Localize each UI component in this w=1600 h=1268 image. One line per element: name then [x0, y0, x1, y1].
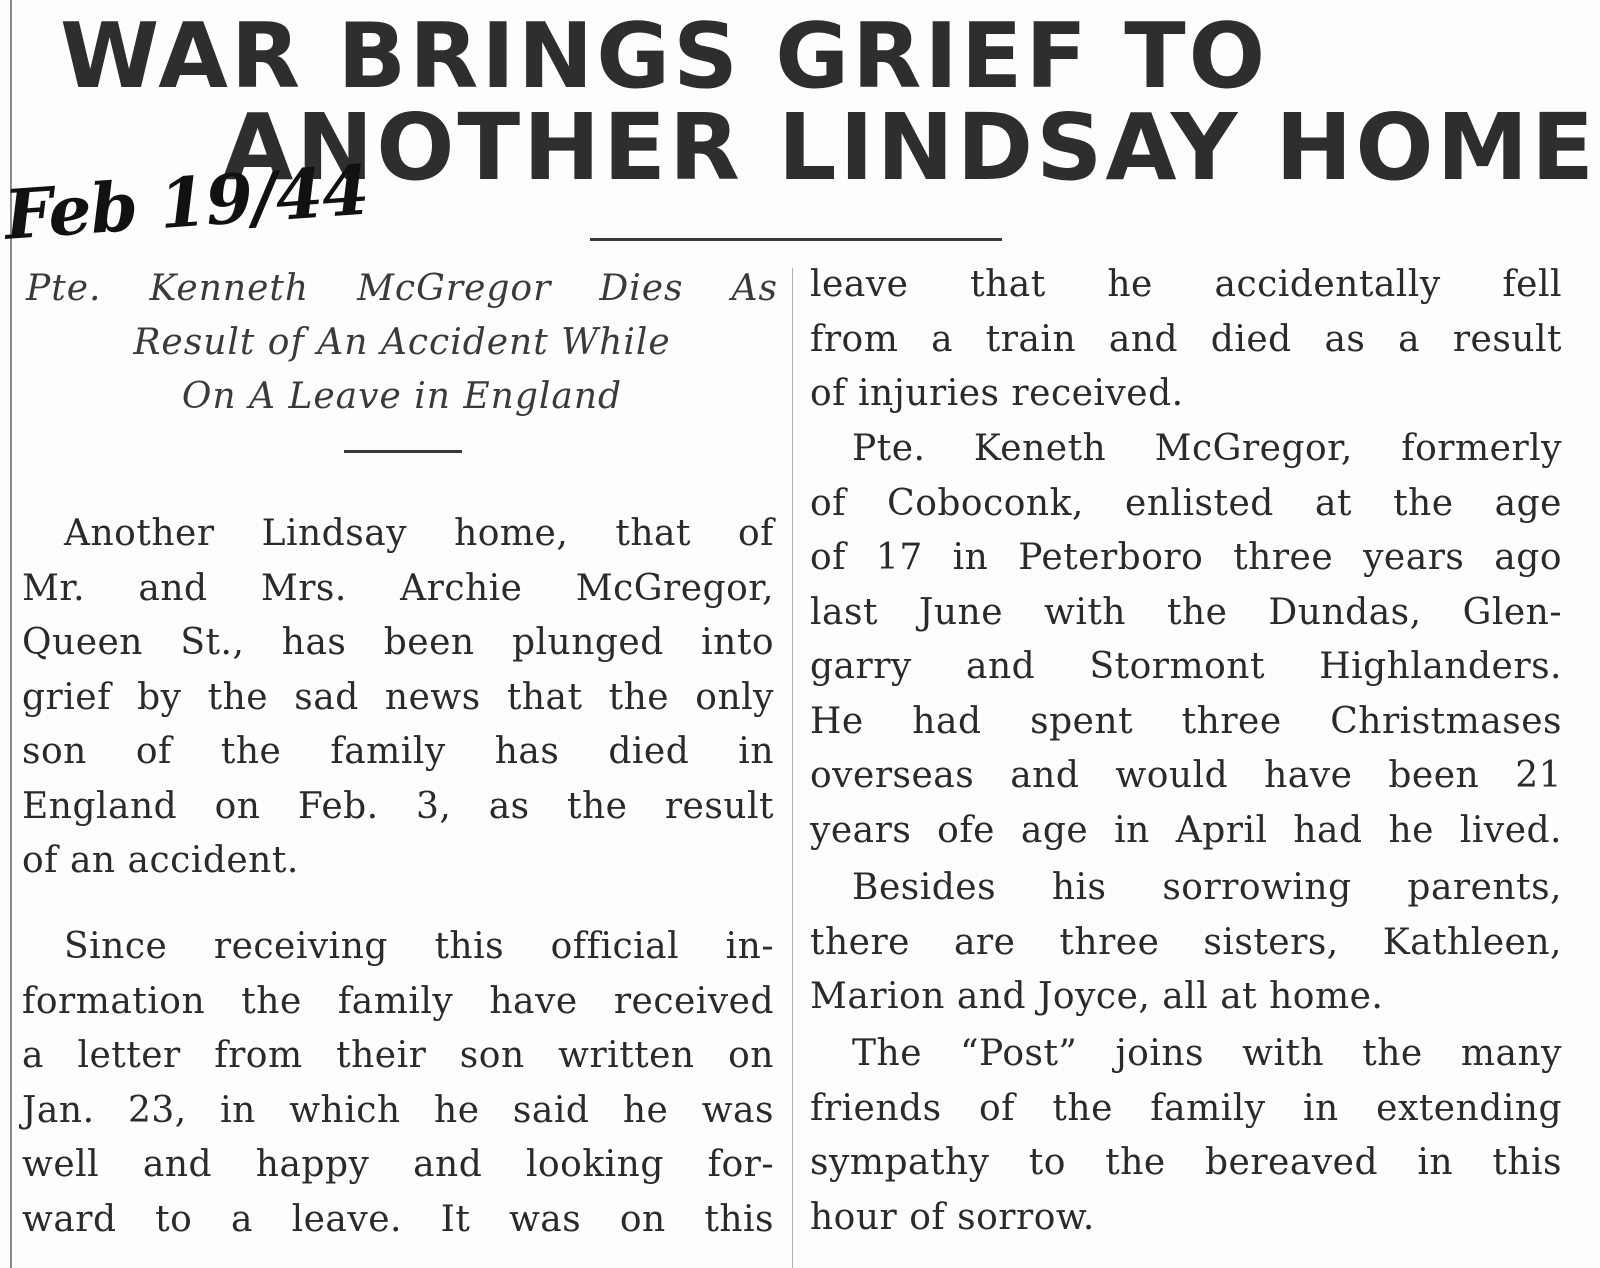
text-line: son of the family has died in: [22, 731, 774, 772]
right-column-paragraph-3: [810, 422, 1562, 858]
text-line: grief by the sad news that the only: [22, 676, 774, 718]
subheading: [26, 262, 778, 424]
text-line: of Coboconk, enlisted at the age: [810, 482, 1562, 524]
column-divider: [792, 268, 793, 1268]
headline-line-1: WAR BRINGS GRIEF TO: [60, 4, 1269, 109]
text-line: of an accident.: [22, 840, 299, 881]
headline-line-2: ANOTHER LINDSAY HOME: [222, 94, 1597, 201]
subheading-divider: [344, 450, 462, 453]
text-line: years ofe age in April had he lived.: [810, 809, 1562, 851]
left-column-paragraph-1: [22, 507, 774, 889]
right-column-paragraph-4: [810, 861, 1562, 1025]
text-line: formation the family have received: [22, 980, 774, 1022]
left-column-paragraph-2: [22, 920, 774, 1247]
text-line: Marion and Joyce, all at home.: [810, 976, 1384, 1017]
text-line: from a train and died as a result: [810, 318, 1562, 360]
text-line: Pte. Keneth McGregor, formerly: [852, 428, 1562, 469]
text-line: England on Feb. 3, as the result: [22, 785, 774, 827]
text-line: last June with the Dundas, Glen-: [810, 591, 1562, 633]
text-line: friends of the family in extending: [810, 1087, 1562, 1129]
text-line: Since receiving this official in-: [64, 926, 774, 967]
text-line: well and happy and looking for-: [22, 1144, 774, 1185]
text-line: He had spent three Christmases: [810, 700, 1562, 742]
text-line: The “Post” joins with the many: [852, 1033, 1562, 1074]
text-line: hour of sorrow.: [810, 1196, 1095, 1238]
handwritten-date: Feb 19/44: [2, 150, 371, 256]
right-column-paragraph-5: [810, 1027, 1562, 1245]
text-line: ward to a leave. It was on this: [22, 1198, 774, 1240]
text-line: Mr. and Mrs. Archie McGregor,: [22, 567, 774, 609]
text-line: Another Lindsay home, that of: [64, 513, 774, 554]
subheading-line: Pte. Kenneth McGregor Dies As: [26, 268, 778, 309]
text-line: Besides his sorrowing parents,: [852, 867, 1562, 908]
subheading-line: On A Leave in England: [181, 376, 623, 417]
right-column-continuation: [810, 258, 1562, 422]
text-line: overseas and would have been 21: [810, 755, 1562, 796]
text-line: of 17 in Peterboro three years ago: [810, 537, 1562, 578]
text-line: leave that he accidentally fell: [810, 264, 1562, 305]
text-line: there are three sisters, Kathleen,: [810, 921, 1562, 963]
headline-divider: [590, 238, 1002, 241]
text-line: a letter from their son written on: [22, 1035, 774, 1076]
text-line: garry and Stormont Highlanders.: [810, 646, 1562, 687]
text-line: Queen St., has been plunged into: [22, 622, 774, 663]
text-line: of injuries received.: [810, 373, 1184, 414]
text-line: sympathy to the bereaved in this: [810, 1142, 1562, 1183]
subheading-line: Result of An Accident While: [133, 322, 671, 363]
text-line: Jan. 23, in which he said he was: [22, 1089, 774, 1131]
